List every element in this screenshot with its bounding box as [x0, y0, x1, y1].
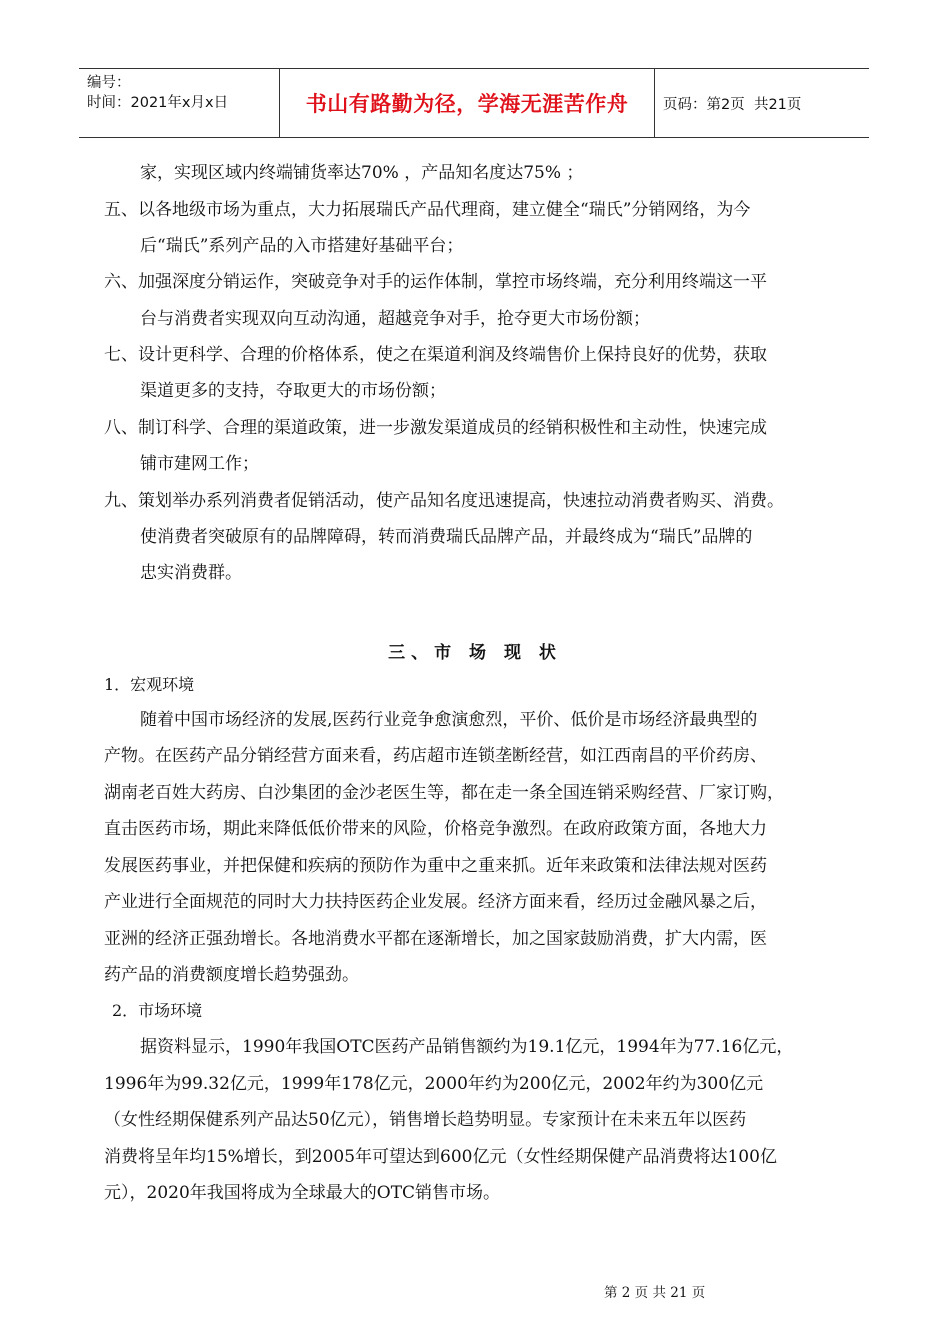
- body-line: 使消费者突破原有的品牌障碍，转而消费瑞氏品牌产品，并最终成为“瑞氏”品牌的: [140, 527, 753, 547]
- body-line: 台与消费者实现双向互动沟通，超越竞争对手，抢夺更大市场份额；: [140, 309, 650, 329]
- paragraph-line: 1996年为99.32亿元，1999年178亿元，2000年约为200亿元，2002年约为300亿元: [104, 1074, 764, 1094]
- body-line: 忠实消费群。: [140, 563, 242, 583]
- paragraph-line: （女性经期保健系列产品达50亿元），销售增长趋势明显。专家预计在未来五年以医药: [104, 1110, 747, 1130]
- date-label: 时间：2021年x月x日: [87, 95, 229, 111]
- header-page-cell: [655, 69, 869, 137]
- subsection-title: 2．市场环境: [112, 1001, 203, 1020]
- header-motto-cell: [280, 69, 655, 137]
- paragraph-line: 湖南老百姓大药房、白沙集团的金沙老医生等，都在走一条全国连销采购经营、厂家订购，: [104, 783, 784, 803]
- paragraph-line: 产业进行全面规范的同时大力扶持医药企业发展。经济方面来看，经历过金融风暴之后，: [104, 892, 767, 912]
- body-line: 家，实现区域内终端铺货率达70% ，产品知名度达75% ；: [140, 163, 584, 183]
- body-line: 渠道更多的支持，夺取更大的市场份额；: [140, 381, 446, 401]
- paragraph-line: 随着中国市场经济的发展,医药行业竞争愈演愈烈，平价、低价是市场经济最典型的: [140, 710, 758, 730]
- body-line: 后“瑞氏”系列产品的入市搭建好基础平台；: [140, 236, 464, 256]
- page-info: 页码：第2页 共21页: [663, 96, 802, 113]
- subsection-title: 1．宏观环境: [104, 675, 195, 694]
- page-header: [79, 68, 869, 138]
- list-item-8: 八、制订科学、合理的渠道政策，进一步激发渠道成员的经销积极性和主动性，快速完成: [104, 418, 767, 438]
- body-line: 铺市建网工作；: [140, 454, 259, 474]
- serial-number-label: 编号：: [87, 75, 131, 91]
- motto-text: 书山有路勤为径，学海无涯苦作舟: [305, 92, 629, 116]
- paragraph-line: 发展医药事业，并把保健和疾病的预防作为重中之重来抓。近年来政策和法律法规对医药: [104, 856, 767, 876]
- paragraph-line: 亚洲的经济正强劲增长。各地消费水平都在逐渐增长，加之国家鼓励消费，扩大内需，医: [104, 929, 767, 949]
- paragraph-line: 直击医药市场，期此来降低低价带来的风险，价格竞争激烈。在政府政策方面，各地大力: [104, 819, 767, 839]
- paragraph-line: 元），2020年我国将成为全球最大的OTC销售市场。: [104, 1183, 501, 1203]
- list-item-6: 六、加强深度分销运作，突破竞争对手的运作体制，掌控市场终端，充分利用终端这一平: [104, 272, 767, 292]
- header-meta-cell: [79, 69, 280, 137]
- paragraph-line: 据资料显示，1990年我国OTC医药产品销售额约为19.1亿元，1994年为77.16亿元，: [140, 1037, 794, 1057]
- paragraph-line: 消费将呈年均15%增长，到2005年可望达到600亿元（女性经期保健产品消费将达100亿: [104, 1147, 777, 1167]
- list-item-9: 九、策划举办系列消费者促销活动，使产品知名度迅速提高，快速拉动消费者购买、消费。: [104, 491, 784, 511]
- list-item-5: 五、以各地级市场为重点，大力拓展瑞氏产品代理商，建立健全“瑞氏”分销网络，为今: [104, 200, 751, 220]
- paragraph-line: 药产品的消费额度增长趋势强劲。: [104, 965, 359, 985]
- list-item-7: 七、设计更科学、合理的价格体系，使之在渠道利润及终端售价上保持良好的优势，获取: [104, 345, 767, 365]
- paragraph-line: 产物。在医药产品分销经营方面来看，药店超市连锁垄断经营，如江西南昌的平价药房、: [104, 746, 767, 766]
- section-title: 三、市 场 现 状: [388, 643, 562, 663]
- page-footer: 第 2 页 共 21 页: [604, 1285, 706, 1301]
